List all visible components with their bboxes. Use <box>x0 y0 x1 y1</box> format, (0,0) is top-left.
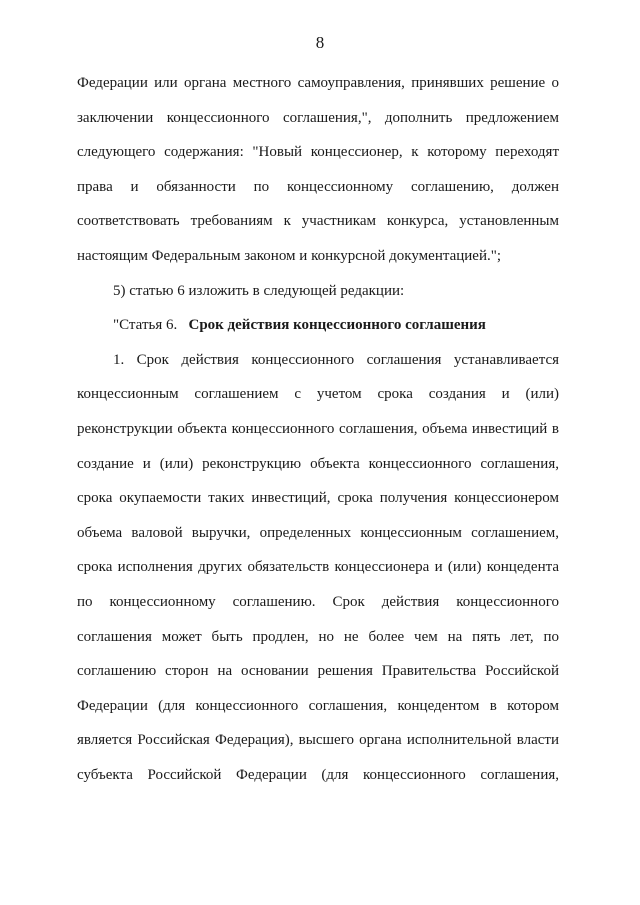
text-line: Федерации или органа местного самоуправления, принявших решение о <box>77 75 559 91</box>
text-line: реконструкции объекта концессионного соглашения, объема инвестиций в <box>77 420 559 437</box>
text-line: Федерации (для концессионного соглашения, концедентом в котором <box>77 697 559 714</box>
text-line: срока исполнения других обязательств концессионера и (или) концедента <box>77 559 559 576</box>
body-text <box>77 66 559 792</box>
text-line: соглашению сторон на основании решения Правительства Российской <box>77 663 559 680</box>
text-line: права и обязанности по концессионному соглашению, должен <box>77 178 559 195</box>
text-line: по концессионному соглашению. Срок действия концессионного <box>77 593 559 610</box>
text-line: объема валовой выручки, определенных концессионным соглашением, <box>77 524 559 541</box>
text-line: соответствовать требованиям к участникам конкурса, установленным <box>77 213 559 230</box>
article-heading <box>77 308 559 343</box>
page-number: 8 <box>315 33 325 52</box>
text-line: является Российская Федерация), высшего органа исполнительной власти <box>77 732 559 749</box>
article-title: Срок действия концессионного соглашения <box>188 317 486 334</box>
text-line: заключении концессионного соглашения,", дополнить предложением <box>77 109 559 126</box>
text-line: срока окупаемости таких инвестиций, срока получения концессионером <box>77 490 559 507</box>
text-line: настоящим Федеральным законом и конкурсной документацией."; <box>77 247 502 264</box>
article-number: "Статья 6. <box>113 317 178 334</box>
text-line: следующего содержания: "Новый концессионер, к которому переходят <box>77 144 559 161</box>
text-line: концессионным соглашением с учетом срока создания и (или) <box>77 386 559 403</box>
text-line: соглашения может быть продлен, но не более чем на пять лет, по <box>77 628 559 645</box>
text-line: субъекта Российской Федерации (для концессионного соглашения, <box>77 766 559 783</box>
text-line: 5) статью 6 изложить в следующей редакции: <box>113 282 405 299</box>
text-line: создание и (или) реконструкцию объекта концессионного соглашения, <box>77 455 559 472</box>
text-line: 1. Срок действия концессионного соглашения устанавливается <box>113 351 559 368</box>
